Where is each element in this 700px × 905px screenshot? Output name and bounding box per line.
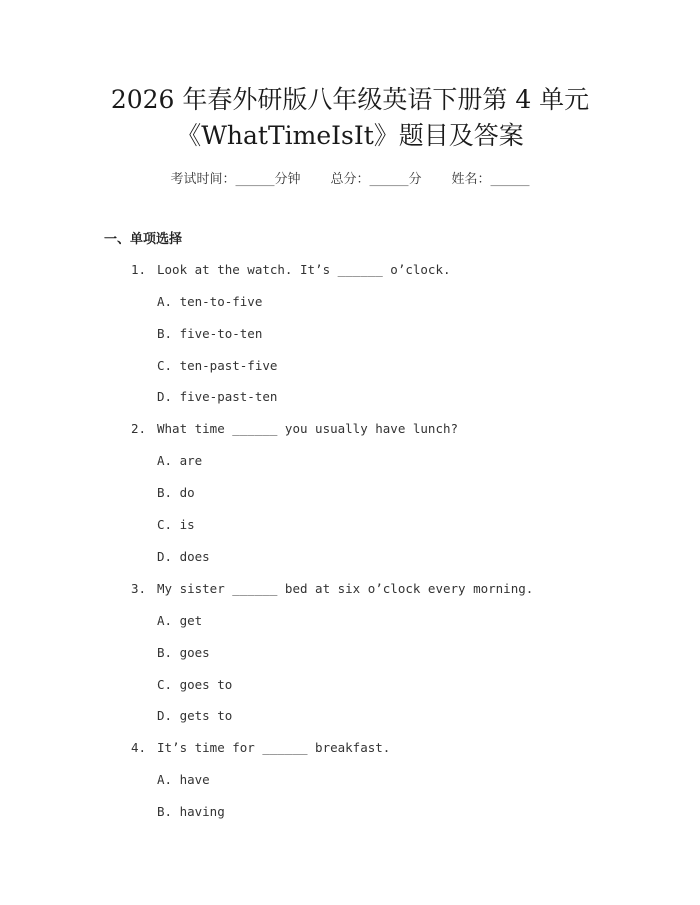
option-item: D. five-past-ten (157, 389, 278, 404)
option-item: B. five-to-ten (157, 326, 263, 341)
question-text: Look at the watch. It’s ______ o’clock. (157, 262, 451, 277)
option-item: C. is (157, 517, 195, 532)
question-text: What time ______ you usually have lunch? (157, 421, 459, 436)
question-number: 1. (131, 262, 147, 277)
option-item: D. does (157, 549, 210, 564)
question-text: It’s time for ______ breakfast. (157, 740, 391, 755)
exam-time-field: 考试时间：______分钟 (170, 172, 301, 187)
question-number: 3. (131, 581, 147, 596)
question-number: 4. (131, 740, 147, 755)
option-item: A. get (157, 613, 203, 628)
option-item: C. goes to (157, 677, 233, 692)
option-item: B. goes (157, 645, 210, 660)
option-item: B. having (157, 804, 225, 819)
section-title: 一、单项选择 (104, 232, 183, 247)
option-item: D. gets to (157, 708, 233, 723)
question-number: 2. (131, 421, 147, 436)
option-item: C. ten-past-five (157, 358, 278, 373)
question-text: My sister ______ bed at six o’clock every morning. (157, 581, 534, 596)
exam-meta (0, 168, 700, 187)
name-field: 姓名：______ (451, 172, 530, 187)
option-item: A. ten-to-five (157, 294, 263, 309)
option-item: A. are (157, 453, 203, 468)
option-item: B. do (157, 485, 195, 500)
option-item: A. have (157, 772, 210, 787)
document-title-line1: 2026 年春外研版八年级英语下册第 4 单元 (110, 85, 590, 114)
document-title-line2: 《WhatTimeIsIt》题目及答案 (176, 121, 524, 150)
total-score-field: 总分：______分 (330, 172, 422, 187)
